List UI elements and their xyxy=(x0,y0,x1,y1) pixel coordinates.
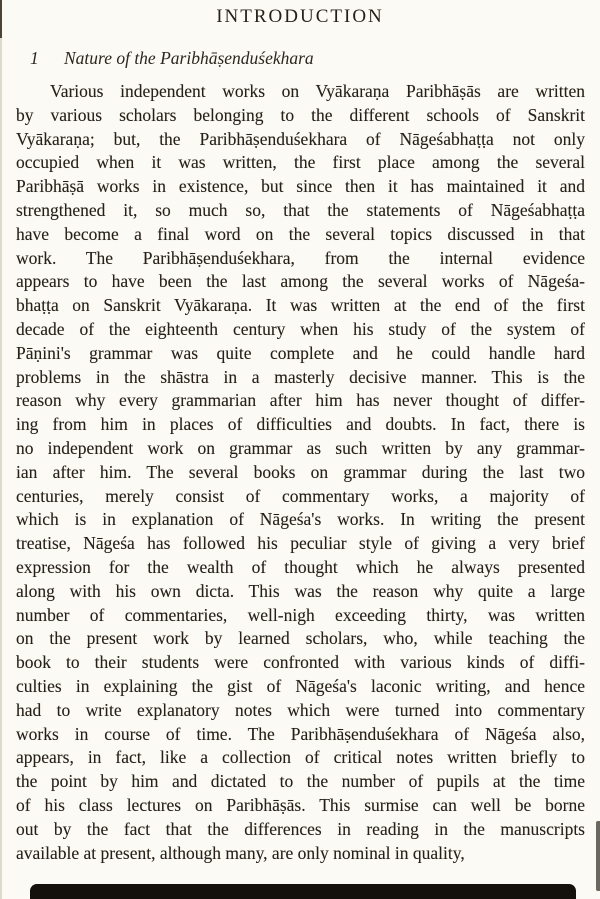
text-line: the point by him and dictated to the number of pupils at the time xyxy=(16,771,585,792)
text-line: on the present work by learned scholars, who, while teaching the xyxy=(16,628,585,649)
text-line: treatise, Nāgeśa has followed his peculiar style of giving a very brief xyxy=(16,533,585,554)
text-line: had to write explanatory notes which were turned into commentary xyxy=(16,699,585,720)
section-title: Nature of the Paribhāṣenduśekhara xyxy=(64,48,314,68)
text-line: reason why every grammarian after him has never thought of differ- xyxy=(16,390,585,411)
text-line: number of commentaries, well-nigh exceeding thirty, was written xyxy=(16,604,585,625)
section-number: 1 xyxy=(30,48,39,68)
text-line: works in course of time. The Paribhāṣenduśekhara of Nāgeśa also, xyxy=(16,723,585,744)
text-line: along with his own dicta. This was the reason why quite a large xyxy=(16,580,585,601)
scan-edge-right-mark xyxy=(596,821,600,891)
text-line: by various scholars belonging to the different schools of Sanskrit xyxy=(16,104,585,125)
section-heading xyxy=(30,46,600,70)
text-line: problems in the shāstra in a masterly decisive manner. This is the xyxy=(16,366,585,387)
text-line: Paribhāṣā works in existence, but since then it has maintained it and xyxy=(16,176,585,197)
text-line: of his class lectures on Paribhāṣās. This surmise can well be borne xyxy=(16,794,585,815)
text-line: available at present, although many, are only nominal in quality, xyxy=(16,842,465,863)
body-paragraph xyxy=(16,80,585,865)
text-line: expression for the wealth of thought which he always presented xyxy=(16,556,585,577)
text-line: centuries, merely consist of commentary works, a majority of xyxy=(16,485,585,506)
text-line: which is in explanation of Nāgeśa's works. In writing the present xyxy=(16,509,585,530)
text-line: work. The Paribhāṣenduśekhara, from the internal evidence xyxy=(16,247,585,268)
text-line: have become a final word on the several topics discussed in that xyxy=(16,223,585,244)
scan-edge-bottom-bar xyxy=(30,884,576,899)
text-line: appears to have been the last among the several works of Nāgeśa- xyxy=(16,271,585,292)
scan-edge-left xyxy=(0,0,2,899)
text-line: appears, in fact, like a collection of critical notes written briefly to xyxy=(16,747,585,768)
page-title: INTRODUCTION xyxy=(216,6,384,27)
text-line: Various independent works on Vyākaraṇa Paribhāṣās are written xyxy=(50,81,585,101)
text-line: strengthened it, so much so, that the statements of Nāgeśabhaṭṭa xyxy=(16,199,585,220)
text-line: culties in explaining the gist of Nāgeśa's laconic writing, and hence xyxy=(16,675,585,696)
text-line: out by the fact that the differences in reading in the manuscripts xyxy=(16,818,585,839)
text-line: ian after him. The several books on grammar during the last two xyxy=(16,461,585,482)
text-line: Vyākaraṇa; but, the Paribhāṣenduśekhara of Nāgeśabhaṭṭa not only xyxy=(16,128,585,149)
text-line: Pāṇini's grammar was quite complete and he could handle hard xyxy=(16,342,585,363)
text-line: no independent work on grammar as such written by any grammar- xyxy=(16,437,585,458)
scan-edge-left-dark-mark xyxy=(0,0,2,38)
text-line: bhaṭṭa on Sanskrit Vyākaraṇa. It was written at the end of the first xyxy=(16,295,585,316)
text-line: book to their students were confronted with various kinds of diffi- xyxy=(16,652,585,673)
text-line: occupied when it was written, the first place among the several xyxy=(16,152,585,173)
text-line: decade of the eighteenth century when his study of the system of xyxy=(16,318,585,339)
text-line: ing from him in places of difficulties and doubts. In fact, there is xyxy=(16,414,585,435)
